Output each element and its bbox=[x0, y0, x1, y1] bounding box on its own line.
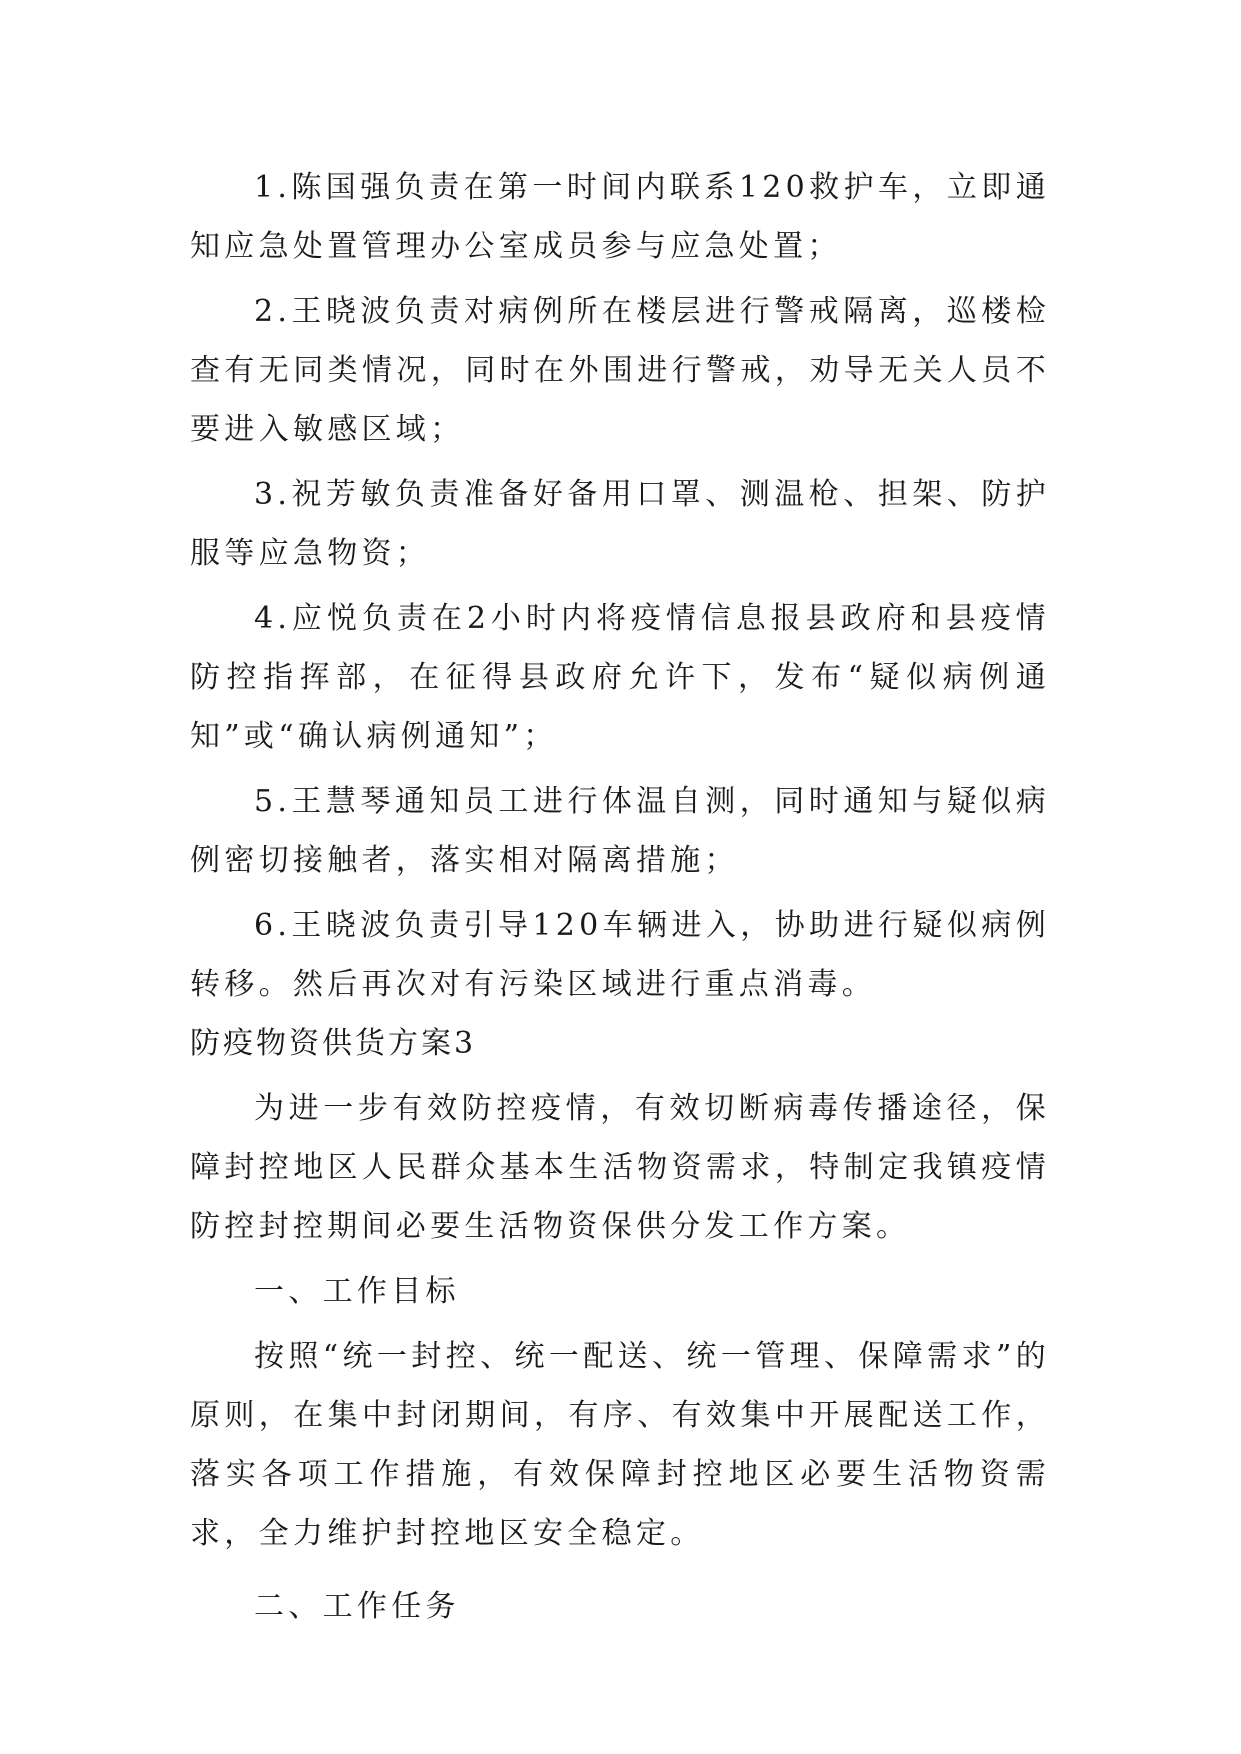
paragraph-item-6: 6.王晓波负责引导120车辆进入，协助进行疑似病例转移。然后再次对有污染区域进行重点消毒。 bbox=[190, 908, 1050, 1002]
document-heading: 防疫物资供货方案3 bbox=[190, 1026, 477, 1061]
paragraph-item-5: 5.王慧琴通知员工进行体温自测，同时通知与疑似病例密切接触者，落实相对隔离措施； bbox=[190, 784, 1050, 878]
paragraph-item-3: 3.祝芳敏负责准备好备用口罩、测温枪、担架、防护服等应急物资； bbox=[190, 477, 1050, 571]
paragraph-item-1: 1.陈国强负责在第一时间内联系120救护车，立即通知应急处置管理办公室成员参与应急处置； bbox=[190, 170, 1050, 264]
section-title-goals: 一、工作目标 bbox=[254, 1274, 460, 1309]
section-body-goals: 按照“统一封控、统一配送、统一管理、保障需求”的原则，在集中封闭期间，有序、有效集中开展配送工作，落实各项工作措施，有效保障封控地区必要生活物资需求，全力维护封控地区安全稳定。 bbox=[190, 1339, 1050, 1551]
paragraph-item-2: 2.王晓波负责对病例所在楼层进行警戒隔离，巡楼检查有无同类情况，同时在外围进行警戒，劝导无关人员不要进入敏感区域； bbox=[190, 294, 1050, 447]
section-title-tasks: 二、工作任务 bbox=[254, 1589, 460, 1624]
document-page bbox=[190, 158, 1050, 1636]
paragraph-item-4: 4.应悦负责在2小时内将疫情信息报县政府和县疫情防控指挥部，在征得县政府允许下，发布“疑似病例通知”或“确认病例通知”； bbox=[190, 601, 1050, 754]
intro-paragraph: 为进一步有效防控疫情，有效切断病毒传播途径，保障封控地区人民群众基本生活物资需求，特制定我镇疫情防控封控期间必要生活物资保供分发工作方案。 bbox=[190, 1091, 1050, 1244]
